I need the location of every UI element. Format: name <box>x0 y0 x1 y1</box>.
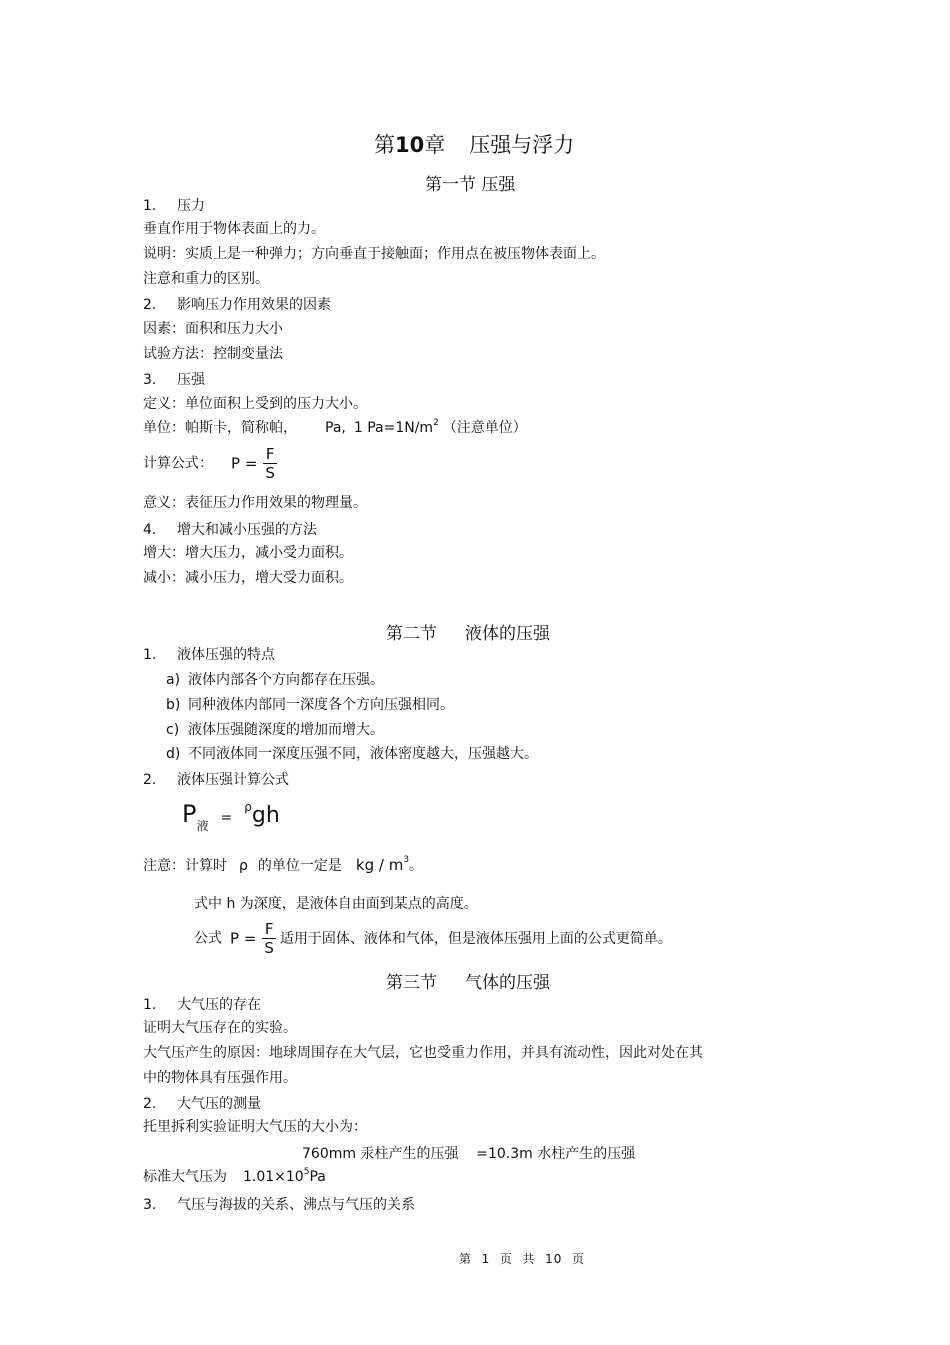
list-item: c) 液体压强随深度的增加而增大。 <box>166 722 384 738</box>
s2-heading-1: 1. 液体压强的特点 <box>143 647 275 663</box>
s3-heading-2: 2. 大气压的测量 <box>143 1096 261 1112</box>
s3-line-1: 证明大气压存在的实验。 <box>143 1020 297 1036</box>
s1-line-3: 注意和重力的区别。 <box>143 271 269 287</box>
s1-definition: 定义：单位面积上受到的压力大小。 <box>143 396 367 412</box>
list-item: d) 不同液体同一深度压强不同，液体密度越大，压强越大。 <box>166 746 538 762</box>
chapter-name: 压强与浮力 <box>469 133 575 157</box>
pressure-fraction: $\frac{F}{S}$ <box>264 920 274 957</box>
s2-note: 注意：计算时 ρ 的单位一定是 kg / $m^3$。 <box>143 855 424 874</box>
liquid-pressure-formula: $P_液 =^\rho gh$ <box>182 800 280 833</box>
s1-meaning: 意义：表征压力作用效果的物理量。 <box>143 495 367 511</box>
list-item: b) 同种液体内部同一深度各个方向压强相同。 <box>166 697 454 713</box>
s1-line-2: 说明：实质上是一种弹力；方向垂直于接触面；作用点在被压物体表面上。 <box>143 246 605 262</box>
section3-title: 第三节 气体的压强 <box>386 973 550 993</box>
s3-line-4: 托里拆利实验证明大气压的大小为： <box>143 1119 367 1135</box>
s2-general-formula: 公式 P = $\frac{F}{S}$ 适用于固体、液体和气体，但是液体压强用上面的公式更简单。 <box>194 920 672 957</box>
s1-heading-4: 4. 增大和减小压强的方法 <box>143 522 317 538</box>
s3-line-3: 中的物体具有压强作用。 <box>143 1070 297 1086</box>
s3-standard-pressure: 标准大气压为 $1.01\times 10^5Pa$ <box>143 1167 326 1185</box>
s2-heading-2: 2. 液体压强计算公式 <box>143 772 289 788</box>
s1-line-7: 减小：减小压力，增大受力面积。 <box>143 570 353 586</box>
pressure-fraction: $\frac{F}{S}$ <box>265 445 275 482</box>
page-footer: 第 1 页 共 10 页 <box>459 1252 586 1266</box>
s1-heading-3: 3. 压强 <box>143 372 205 388</box>
s1-line-1: 垂直作用于物体表面上的力。 <box>143 221 325 237</box>
list-item: a) 液体内部各个方向都存在压强。 <box>166 672 384 688</box>
chapter-prefix: 第 <box>374 133 395 157</box>
chapter-title <box>374 129 574 159</box>
s1-unit-line: 单位：帕斯卡，简称帕， Pa, 1 $Pa=1N/m^2$ （注意单位） <box>143 418 527 436</box>
s1-line-4: 因素：面积和压力大小 <box>143 321 283 337</box>
s1-line-5: 试验方法：控制变量法 <box>143 346 283 362</box>
chapter-number: 10 <box>395 133 425 157</box>
chapter-suffix: 章 <box>424 133 446 157</box>
s3-heading-3: 3. 气压与海拔的关系、沸点与气压的关系 <box>143 1197 415 1213</box>
s1-calc-formula: 计算公式： P = $\frac{F}{S}$ <box>143 445 275 482</box>
section1-title: 第一节 压强 <box>425 175 516 195</box>
s3-center-line: 760mm 汞柱产生的压强 =10.3m 水柱产生的压强 <box>302 1146 636 1162</box>
s3-line-2: 大气压产生的原因：地球周围存在大气层，它也受重力作用，并具有流动性，因此对处在其 <box>143 1045 703 1061</box>
s2-depth-line: 式中 h 为深度，是液体自由面到某点的高度。 <box>194 896 478 912</box>
section2-title: 第二节 液体的压强 <box>386 624 550 644</box>
s3-heading-1: 1. 大气压的存在 <box>143 997 261 1013</box>
s1-line-6: 增大：增大压力，减小受力面积。 <box>143 545 353 561</box>
s1-heading-2: 2. 影响压力作用效果的因素 <box>143 297 331 313</box>
s1-heading-1: 1. 压力 <box>143 198 205 214</box>
